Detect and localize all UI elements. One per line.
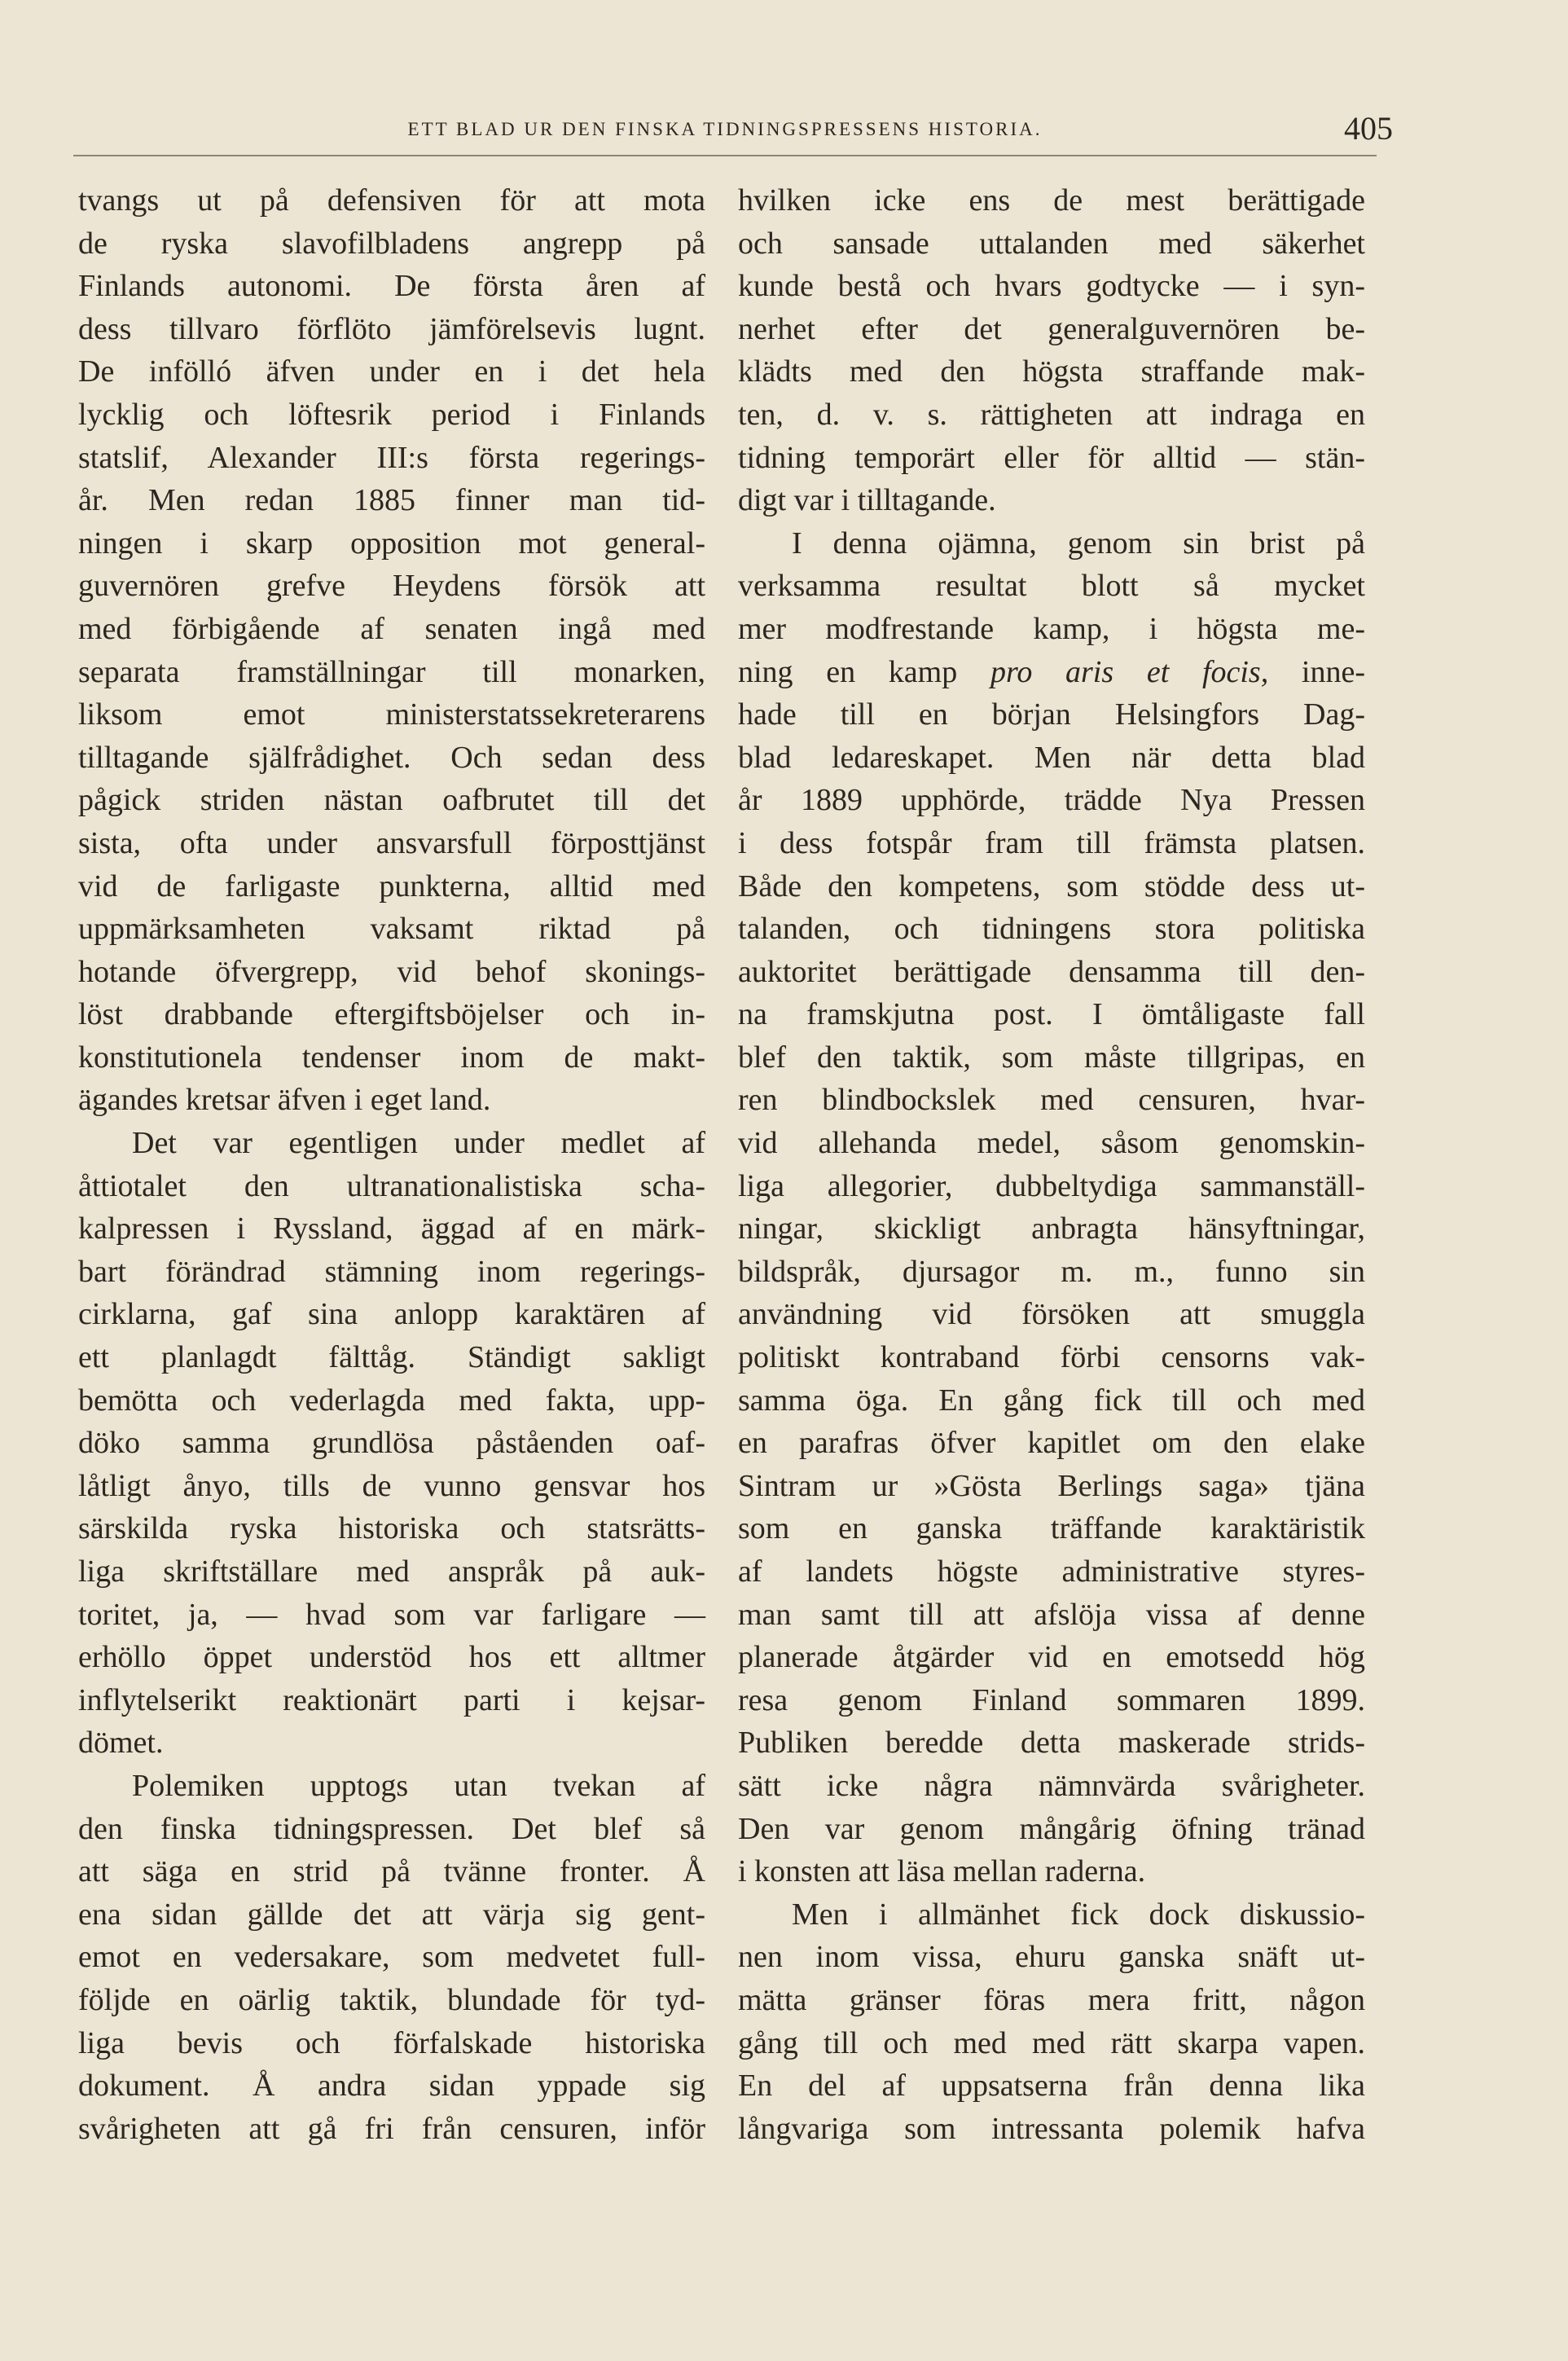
- text-line: liga skriftställare med anspråk på auk-: [78, 1554, 705, 1589]
- text-line: auktoritet berättigade densamma till den-: [738, 954, 1365, 989]
- text-line: blef den taktik, som måste tillgripas, en: [738, 1040, 1365, 1075]
- text-line: vid de farligaste punkterna, alltid med: [78, 868, 705, 904]
- text-line: hade till en början Helsingfors Dag-: [738, 697, 1365, 732]
- text-line: Polemiken upptogs utan tvekan af: [132, 1768, 705, 1803]
- text-line: Både den kompetens, som stödde dess ut-: [738, 868, 1365, 904]
- text-line: mätta gränser föras mera fritt, någon: [738, 1982, 1365, 2017]
- text-line: åttiotalet den ultranationalistiska scha-: [78, 1168, 705, 1203]
- text-line: ten, d. v. s. rättigheten att indraga en: [738, 397, 1365, 432]
- text-line: nerhet efter det generalguvernören be-: [738, 311, 1365, 346]
- text-line: de ryska slavofilbladens angrepp på: [78, 226, 705, 261]
- text-column-left: [78, 179, 705, 2150]
- text-line: låtligt ånyo, tills de vunno gensvar hos: [78, 1468, 705, 1503]
- text-line: Det var egentligen under medlet af: [132, 1126, 705, 1161]
- text-segment: inne-: [1268, 654, 1365, 689]
- text-line: samma öga. En gång fick till och med: [738, 1383, 1365, 1418]
- text-line: separata framställningar till monarken,: [78, 654, 705, 689]
- text-line: Men i allmänhet fick dock diskussio-: [792, 1897, 1365, 1932]
- text-line: Finlands autonomi. De första åren af: [78, 269, 705, 304]
- text-line: bart förändrad stämning inom regerings-: [78, 1254, 705, 1289]
- text-line: klädts med den högsta straffande mak-: [738, 354, 1365, 389]
- text-line: ren blindbockslek med censuren, hvar-: [738, 1083, 1365, 1118]
- text-line: bildspråk, djursagor m. m., funno sin: [738, 1254, 1365, 1289]
- text-line: ägandes kretsar äfven i eget land.: [78, 1083, 491, 1118]
- text-line: digt var i tilltagande.: [738, 483, 996, 518]
- text-line: nen inom vissa, ehuru ganska snäft ut-: [738, 1940, 1365, 1975]
- text-line: döko samma grundlösa påståenden oaf-: [78, 1426, 705, 1461]
- text-line: De infölló äfven under en i det hela: [78, 354, 705, 389]
- text-line: politiskt kontraband förbi censorns vak-: [738, 1340, 1365, 1375]
- text-line: hvilken icke ens de mest berättigade: [738, 183, 1365, 218]
- running-head: [73, 98, 1393, 155]
- text-line: guvernören grefve Heydens försök att: [78, 569, 705, 604]
- text-line: na framskjutna post. I ömtåligaste fall: [738, 997, 1365, 1032]
- text-line: tvangs ut på defensiven för att mota: [78, 183, 705, 218]
- text-line: erhöllo öppet understöd hos ett alltmer: [78, 1640, 705, 1675]
- text-line: följde en oärlig taktik, blundade för tyd-: [78, 1982, 705, 2017]
- text-line: Publiken beredde detta maskerade strids-: [738, 1726, 1365, 1761]
- text-line: kunde bestå och hvars godtycke — i syn-: [738, 269, 1365, 304]
- text-line: I denna ojämna, genom sin brist på: [792, 525, 1365, 561]
- text-line: svårigheten att gå fri från censuren, inför: [78, 2111, 705, 2146]
- text-line: liga allegorier, dubbeltydiga sammanställ-: [738, 1168, 1365, 1203]
- text-line: särskilda ryska historiska och statsrätts-: [78, 1511, 705, 1546]
- text-line: i dess fotspår fram till främsta platsen.: [738, 825, 1365, 860]
- text-line: uppmärksamheten vaksamt riktad på: [78, 912, 705, 947]
- text-line: konstitutionela tendenser inom de makt-: [78, 1040, 705, 1075]
- text-line: med förbigående af senaten ingå med: [78, 611, 705, 646]
- text-line: år. Men redan 1885 finner man tid-: [78, 483, 705, 518]
- text-line: att säga en strid på tvänne fronter. Å: [78, 1854, 705, 1889]
- text-line: verksamma resultat blott så mycket: [738, 569, 1365, 604]
- page-number: 405: [1344, 110, 1393, 147]
- text-segment: ning en kamp: [738, 654, 990, 689]
- text-column-right: [738, 179, 1365, 2150]
- text-line: emot en vedersakare, som medvetet full-: [78, 1940, 705, 1975]
- text-line: ena sidan gällde det att värja sig gent-: [78, 1897, 705, 1932]
- text-line: tidning temporärt eller för alltid — stän-: [738, 440, 1365, 475]
- text-line: toritet, ja, — hvad som var farligare —: [78, 1597, 705, 1632]
- text-line: tilltagande själfrådighet. Och sedan dess: [78, 740, 705, 775]
- text-line: liksom emot ministerstatssekreterarens: [78, 697, 705, 732]
- text-line: ningen i skarp opposition mot general-: [78, 525, 705, 561]
- text-line: som en ganska träffande karaktäristik: [738, 1511, 1365, 1546]
- text-line: ningar, skickligt anbragta hänsyftningar,: [738, 1211, 1365, 1246]
- text-line: dokument. Å andra sidan yppade sig: [78, 2069, 705, 2104]
- text-line: lycklig och löftesrik period i Finlands: [78, 397, 705, 432]
- text-line: långvariga som intressanta polemik hafva: [738, 2111, 1365, 2146]
- text-line: Sintram ur »Gösta Berlings saga» tjäna: [738, 1468, 1365, 1503]
- text-line: af landets högste administrative styres-: [738, 1554, 1365, 1589]
- text-line: dömet.: [78, 1726, 164, 1761]
- text-line: kalpressen i Ryssland, äggad af en märk-: [78, 1211, 705, 1246]
- text-line: ett planlagdt fälttåg. Ständigt sakligt: [78, 1340, 705, 1375]
- text-line: statslif, Alexander III:s första regerings-: [78, 440, 705, 475]
- text-line: hotande öfvergrepp, vid behof skonings-: [78, 954, 705, 989]
- text-line: pågick striden nästan oafbrutet till det: [78, 783, 705, 818]
- text-line: löst drabbande eftergiftsböjelser och in-: [78, 997, 705, 1032]
- text-line: blad ledareskapet. Men när detta blad: [738, 740, 1365, 775]
- text-line: Den var genom mångårig öfning tränad: [738, 1811, 1365, 1846]
- running-title: ETT BLAD UR DEN FINSKA TIDNINGSPRESSENS HISTORIA.: [407, 119, 1043, 139]
- text-line: och sansade uttalanden med säkerhet: [738, 226, 1365, 261]
- text-line: liga bevis och förfalskade historiska: [78, 2025, 705, 2060]
- text-line: den finska tidningspressen. Det blef så: [78, 1811, 705, 1846]
- text-line: dess tillvaro förflöto jämförelsevis lugnt.: [78, 311, 705, 346]
- text-line: talanden, och tidningens stora politiska: [738, 912, 1365, 947]
- text-line: sista, ofta under ansvarsfull förposttjänst: [78, 825, 705, 860]
- text-line: en parafras öfver kapitlet om den elake: [738, 1426, 1365, 1461]
- text-line: år 1889 upphörde, trädde Nya Pressen: [738, 783, 1365, 818]
- text-line: cirklarna, gaf sina anlopp karaktären af: [78, 1297, 705, 1332]
- text-line: inflytelserikt reaktionärt parti i kejsar-: [78, 1682, 705, 1717]
- italic-phrase: pro aris et focis,: [990, 654, 1269, 689]
- text-line: man samt till att afslöja vissa af denne: [738, 1597, 1365, 1632]
- text-line: resa genom Finland sommaren 1899.: [738, 1682, 1365, 1717]
- text-line: användning vid försöken att smuggla: [738, 1297, 1365, 1332]
- text-line: En del af uppsatserna från denna lika: [738, 2069, 1365, 2104]
- text-line: sätt icke några nämnvärda svårigheter.: [738, 1768, 1365, 1803]
- text-line: mer modfrestande kamp, i högsta me-: [738, 611, 1365, 646]
- text-line: [738, 651, 1365, 694]
- header-rule: [73, 155, 1377, 156]
- text-line: gång till och med med rätt skarpa vapen.: [738, 2025, 1365, 2060]
- text-line: planerade åtgärder vid en emotsedd hög: [738, 1640, 1365, 1675]
- text-line: bemötta och vederlagda med fakta, upp-: [78, 1383, 705, 1418]
- text-line: vid allehanda medel, såsom genomskin-: [738, 1126, 1365, 1161]
- text-line: i konsten att läsa mellan raderna.: [738, 1854, 1146, 1889]
